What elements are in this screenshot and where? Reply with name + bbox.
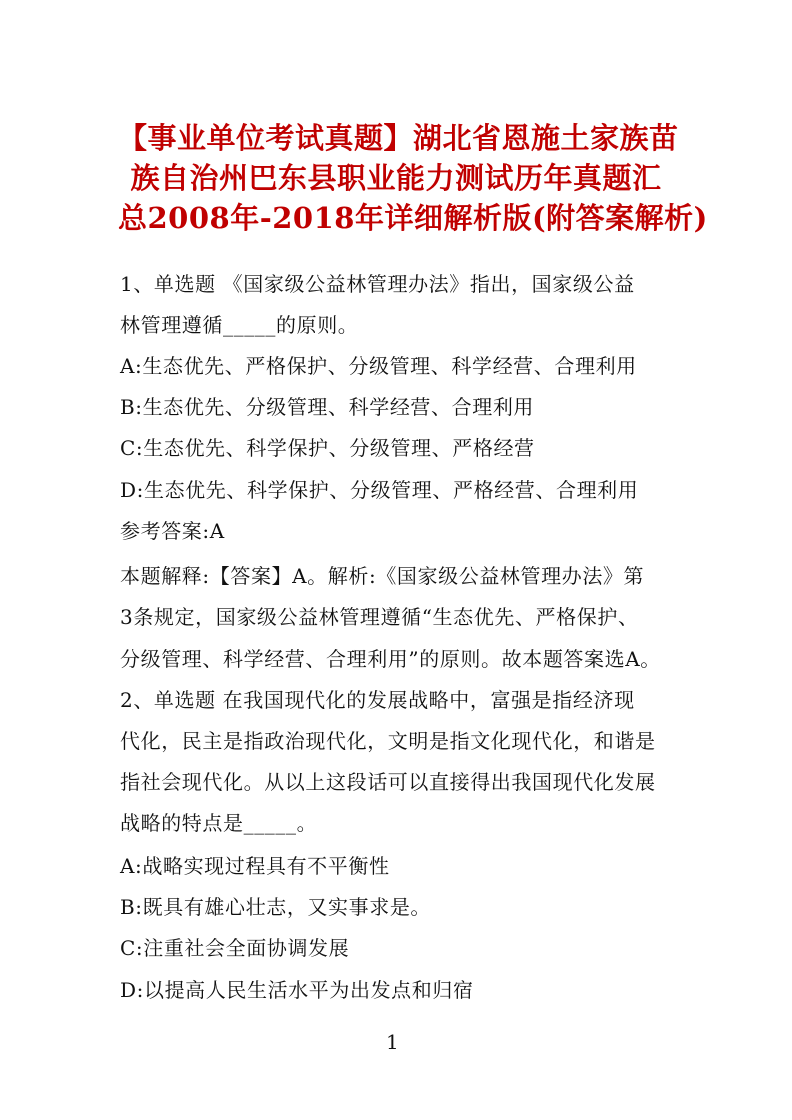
page-number: 1 [386,1030,399,1054]
title-line-3: 总2008年-2018年详细解析版(附答案解析) [118,201,708,235]
q1-answer: 参考答案:A [120,519,225,543]
title-line-2: 族自治州巴东县职业能力测试历年真题汇 [130,161,662,195]
q1-option-d: D:生态优先、科学保护、分级管理、严格经营、合理利用 [120,478,639,502]
q1-stem-line-1: 1、单选题 《国家级公益林管理办法》指出，国家级公益 [120,272,635,296]
q2-option-d: D:以提高人民生活水平为出发点和归宿 [120,978,474,1002]
q2-option-c: C:注重社会全面协调发展 [120,936,350,960]
q1-option-b: B:生态优先、分级管理、科学经营、合理利用 [120,395,535,419]
q2-stem-line-2: 代化，民主是指政治现代化，文明是指文化现代化，和谐是 [120,729,656,753]
q2-option-a: A:战略实现过程具有不平衡性 [120,854,390,878]
q2-stem-line-4: 战略的特点是_____。 [120,811,318,835]
q1-explain-line-2: 3条规定，国家级公益林管理遵循“生态优先、严格保护、 [120,605,639,629]
title-line-1: 【事业单位考试真题】湖北省恩施土家族苗 [118,121,679,155]
document-title [118,118,708,238]
q1-explain-line-1: 本题解释:【答案】A。解析:《国家级公益林管理办法》第 [120,564,645,588]
q1-explain-line-3: 分级管理、科学经营、合理利用”的原则。故本题答案选A。 [120,647,661,671]
q2-stem-line-3: 指社会现代化。从以上这段话可以直接得出我国现代化发展 [120,770,656,794]
q2-stem-line-1: 2、单选题 在我国现代化的发展战略中，富强是指经济现 [120,688,635,712]
q1-stem-line-2: 林管理遵循_____的原则。 [120,313,359,337]
q1-option-c: C:生态优先、科学保护、分级管理、严格经营 [120,436,535,460]
q1-option-a: A:生态优先、严格保护、分级管理、科学经营、合理利用 [120,354,637,378]
q2-option-b: B:既具有雄心壮志，又实事求是。 [120,895,432,919]
